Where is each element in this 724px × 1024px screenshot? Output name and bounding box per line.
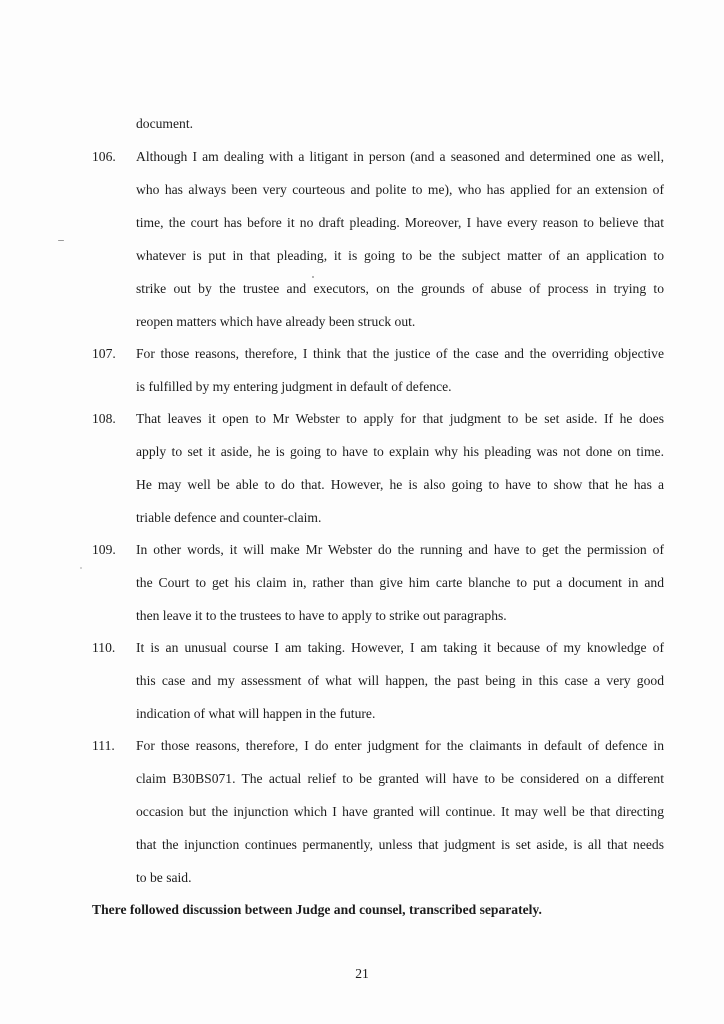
continuation-text: document. [136,116,194,131]
paragraph-line: For those reasons, therefore, I think that the justice of the case and the overriding objective [136,346,664,361]
paragraph-line: He may well be able to do that. However, he is also going to have to show that he has a [136,477,664,492]
paragraph-line: the Court to get his claim in, rather than give him carte blanche to put a document in and [136,575,664,590]
paragraph-line: triable defence and counter-claim. [136,510,322,525]
scan-speck [80,567,82,569]
paragraph-number: 107. [92,346,116,361]
paragraph-line: In other words, it will make Mr Webster do the running and have to get the permission of [136,542,664,557]
scan-speck [312,276,314,278]
paragraph-line: then leave it to the trustees to have to apply to strike out paragraphs. [136,608,507,623]
paragraph-line: who has always been very courteous and polite to me), who has applied for an extension of [136,182,664,197]
paragraph-line: indication of what will happen in the future. [136,706,376,721]
paragraph-line: this case and my assessment of what will happen, the past being in this case a very good [136,673,664,688]
page-number: 21 [355,966,369,981]
paragraph-number: 110. [92,640,116,655]
paragraph-number: 109. [92,542,116,557]
paragraph-line: apply to set it aside, he is going to have to explain why his pleading was not done on time. [136,444,664,459]
paragraph-line: That leaves it open to Mr Webster to apply for that judgment to be set aside. If he does [136,411,664,426]
paragraph-number: 106. [92,149,116,164]
paragraph-line: For those reasons, therefore, I do enter judgment for the claimants in default of defence in [136,738,664,753]
paragraph-line: It is an unusual course I am taking. However, I am taking it because of my knowledge of [136,640,664,655]
scan-speck [58,240,64,241]
paragraph-line: to be said. [136,870,192,885]
closing-note: There followed discussion between Judge and counsel, transcribed separately. [92,902,542,917]
paragraph-line: Although I am dealing with a litigant in person (and a seasoned and determined one as well, [136,149,664,164]
paragraph-line: occasion but the injunction which I have granted will continue. It may well be that directing [136,804,664,819]
paragraph-line: is fulfilled by my entering judgment in default of defence. [136,379,452,394]
paragraph-number: 108. [92,411,116,426]
paragraph-number: 111. [92,738,115,753]
paragraph-line: that the injunction continues permanently, unless that judgment is set aside, is all that needs [136,837,664,852]
paragraph-line: time, the court has before it no draft pleading. Moreover, I have every reason to believe that [136,215,664,230]
paragraph-line: whatever is put in that pleading, it is going to be the subject matter of an application to [136,248,664,263]
paragraph-line: strike out by the trustee and executors, on the grounds of abuse of process in trying to [136,281,664,296]
paragraph-line: reopen matters which have already been struck out. [136,314,416,329]
paragraph-line: claim B30BS071. The actual relief to be granted will have to be considered on a different [136,771,664,786]
